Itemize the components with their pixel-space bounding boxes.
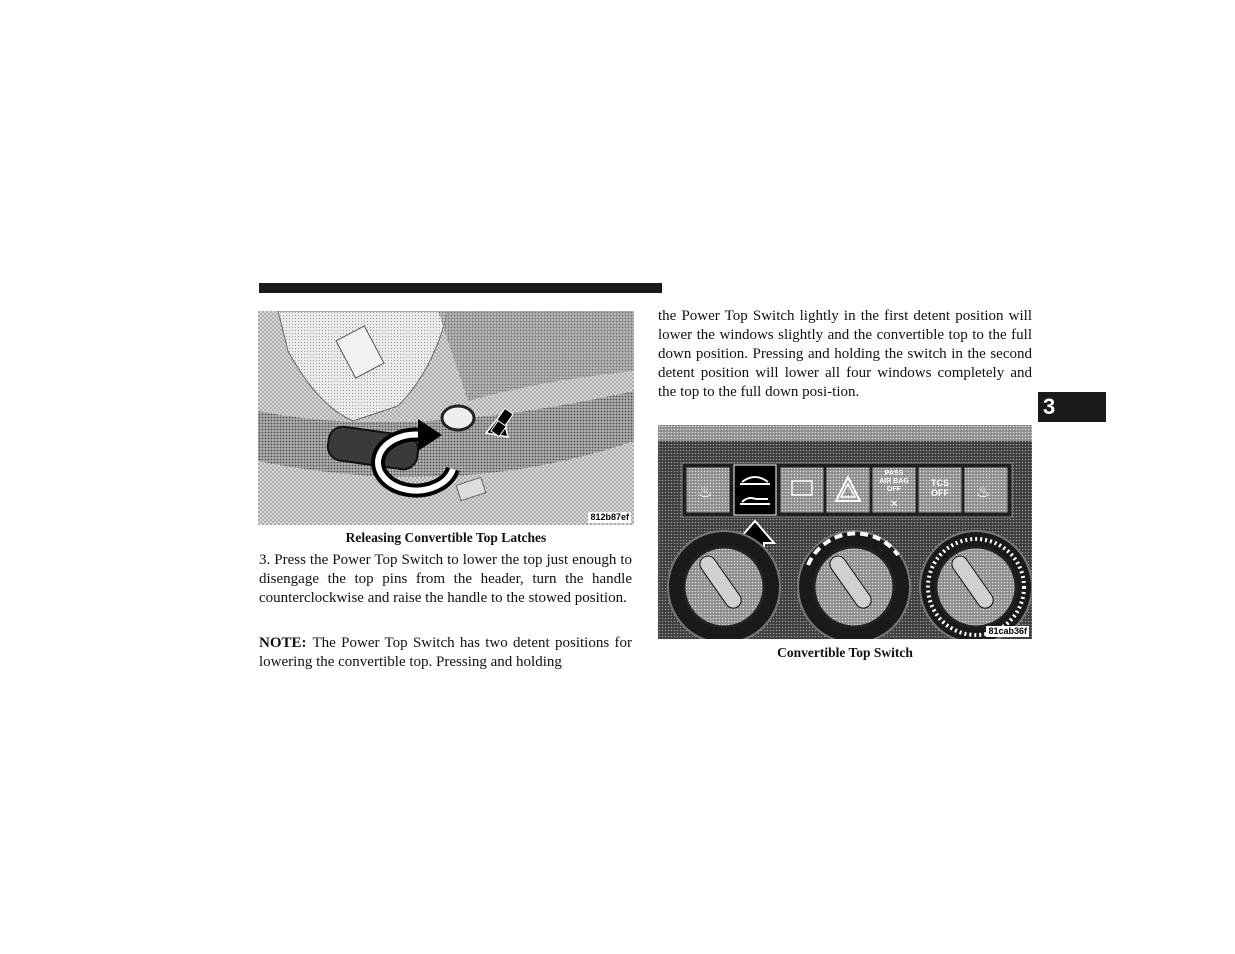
figure-releasing-latches xyxy=(258,311,634,525)
tcs-label-1: TCS xyxy=(931,478,949,488)
pass-airbag-label-3: OFF xyxy=(887,486,901,493)
step-3-paragraph: 3. Press the Power Top Switch to lower the top just enough to disengage the top pins from the header, turn the handle counterclockwise and raise the handle to the stowed position. xyxy=(259,552,632,606)
figure-code: 81cab36f xyxy=(988,626,1027,636)
note-label: NOTE: xyxy=(259,635,307,651)
convertible-top-switch xyxy=(734,465,776,515)
temperature-knob xyxy=(920,531,1032,639)
section-header-rule xyxy=(259,283,662,293)
note-paragraph xyxy=(259,634,632,672)
pass-airbag-label-1: PASS xyxy=(884,470,904,477)
chapter-tab: 3 xyxy=(1038,392,1106,422)
airbag-off-icon: ✕ xyxy=(890,499,899,510)
pass-airbag-label-2: AIR BAG xyxy=(879,478,909,485)
figure-convertible-top-switch xyxy=(658,425,1032,639)
note-text: The Power Top Switch has two detent positions for lowering the convertible top. Pressing and holding xyxy=(259,635,632,670)
mode-knob xyxy=(668,531,780,639)
seat-heater-right-icon: ♨ xyxy=(976,482,991,501)
tcs-label-2: OFF xyxy=(931,488,949,498)
figure-code: 812b87ef xyxy=(590,512,629,522)
seat-heater-left-icon: ♨ xyxy=(698,482,713,501)
latch-illustration xyxy=(258,311,634,525)
continuation-paragraph: the Power Top Switch lightly in the first detent position will lower the windows slightly and the convertible top to the full down position. Pressing and holding the switch in the second detent position will lower all four windows completely and the top to the full down posi-tion. xyxy=(658,308,1032,400)
switch-panel-illustration xyxy=(658,425,1032,639)
figure-caption: Releasing Convertible Top Latches xyxy=(345,530,547,545)
figure-caption: Convertible Top Switch xyxy=(777,645,913,660)
fan-knob xyxy=(798,531,910,639)
